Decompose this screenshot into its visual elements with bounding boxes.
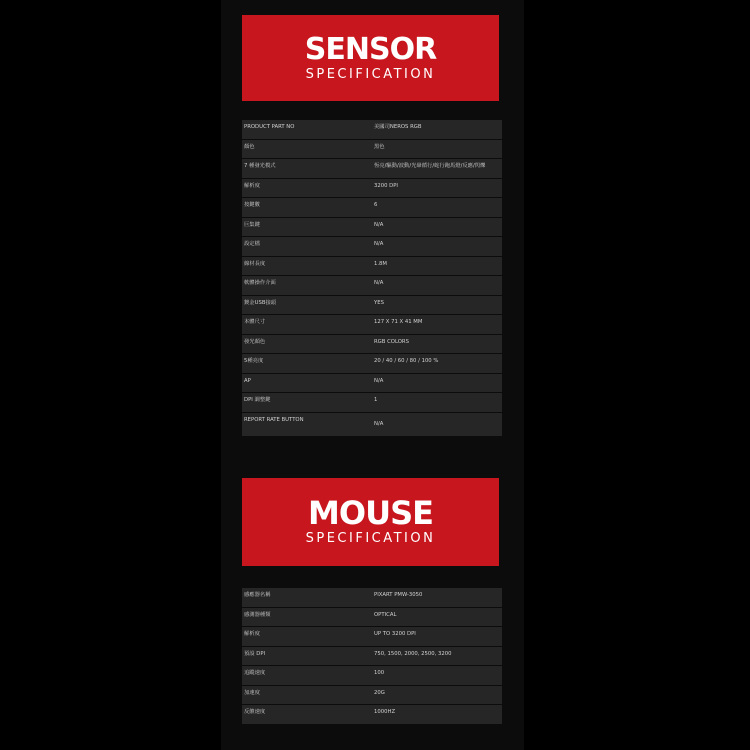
mouse-banner xyxy=(242,478,499,566)
row-value: YES xyxy=(374,299,384,306)
row-label: 解析度 xyxy=(244,182,260,189)
row-value: N/A xyxy=(374,377,384,384)
table-row xyxy=(242,608,502,627)
mouse-banner-title: MOUSE xyxy=(308,494,433,532)
table-row xyxy=(242,198,502,217)
table-row xyxy=(242,237,502,256)
table-row xyxy=(242,413,502,437)
row-value: 20 / 40 / 60 / 80 / 100 % xyxy=(374,358,439,364)
row-value: 3200 DPI xyxy=(374,182,398,189)
row-value: 恆亮/驅動/波動/光暈循行/蛇行跑馬燈/反應/閃爍 xyxy=(374,163,486,169)
row-label: 發光顏色 xyxy=(244,338,266,345)
row-label: AP xyxy=(244,377,251,384)
row-value: 6 xyxy=(374,202,378,208)
sensor-banner-subtitle: SPECIFICATION xyxy=(305,67,436,82)
row-label: 預設 DPI xyxy=(244,650,266,657)
row-value: N/A xyxy=(374,221,384,228)
table-row xyxy=(242,705,502,724)
table-row xyxy=(242,686,502,705)
table-row xyxy=(242,257,502,276)
row-label: DPI 調整鍵 xyxy=(244,397,271,403)
row-value: 1.8M xyxy=(374,260,387,267)
row-value: RGB COLORS xyxy=(374,338,409,345)
row-label: 感測器種類 xyxy=(244,611,271,618)
row-value: OPTICAL xyxy=(374,611,397,618)
row-label: 追蹤速度 xyxy=(244,670,266,676)
row-value: 1 xyxy=(374,397,378,403)
table-row xyxy=(242,666,502,685)
row-label: 設定檔 xyxy=(244,241,260,247)
row-value: 750, 1500, 2000, 2500, 3200 xyxy=(374,650,452,657)
row-value: PIXART PMW-3050 xyxy=(374,592,423,598)
row-label: 反饋速度 xyxy=(244,709,266,715)
row-value: UP TO 3200 DPI xyxy=(374,631,416,637)
sensor-banner xyxy=(242,15,499,101)
row-label: REPORT RATE BUTTON xyxy=(244,416,304,423)
table-row xyxy=(242,218,502,237)
table-row xyxy=(242,159,502,178)
table-row xyxy=(242,647,502,666)
row-label: 鍍金USB接頭 xyxy=(244,299,277,306)
row-value: 1000HZ xyxy=(374,709,396,715)
table-row xyxy=(242,276,502,295)
table-row xyxy=(242,393,502,412)
table-row xyxy=(242,374,502,393)
row-label: 按鍵數 xyxy=(244,202,260,208)
row-label: 軟體操作介面 xyxy=(244,280,276,286)
row-value: N/A xyxy=(374,280,384,286)
table-row xyxy=(242,315,502,334)
row-label: PRODUCT PART NO xyxy=(244,124,295,130)
row-value: 黑色 xyxy=(374,143,385,150)
row-value: 20G xyxy=(374,689,385,696)
mouse-spec-table xyxy=(242,588,502,725)
row-value: N/A xyxy=(374,420,384,427)
sensor-spec-table xyxy=(242,120,502,437)
table-row xyxy=(242,335,502,354)
table-row xyxy=(242,120,502,139)
row-label: 解析度 xyxy=(244,631,260,637)
row-value: 100 xyxy=(374,670,385,676)
row-value: 美國司NEROS RGB xyxy=(374,124,422,130)
row-value: N/A xyxy=(374,241,384,247)
table-row xyxy=(242,140,502,159)
row-label: 線材長度 xyxy=(244,260,266,267)
row-label: 加速度 xyxy=(244,689,260,696)
row-value: 127 X 71 X 41 MM xyxy=(374,319,423,325)
row-label: 感應器名稱 xyxy=(244,592,271,598)
row-label: 巨集鍵 xyxy=(244,221,260,228)
sensor-banner-title: SENSOR xyxy=(304,32,437,67)
table-row xyxy=(242,296,502,315)
table-row xyxy=(242,354,502,373)
table-row xyxy=(242,179,502,198)
row-label: 5種亮度 xyxy=(244,358,264,364)
table-row xyxy=(242,627,502,646)
mouse-banner-subtitle: SPECIFICATION xyxy=(305,531,436,546)
row-label: 顏色 xyxy=(244,143,255,150)
row-label: 本體尺寸 xyxy=(244,319,266,325)
row-label: 7 種發光模式 xyxy=(244,163,276,169)
table-row xyxy=(242,588,502,607)
